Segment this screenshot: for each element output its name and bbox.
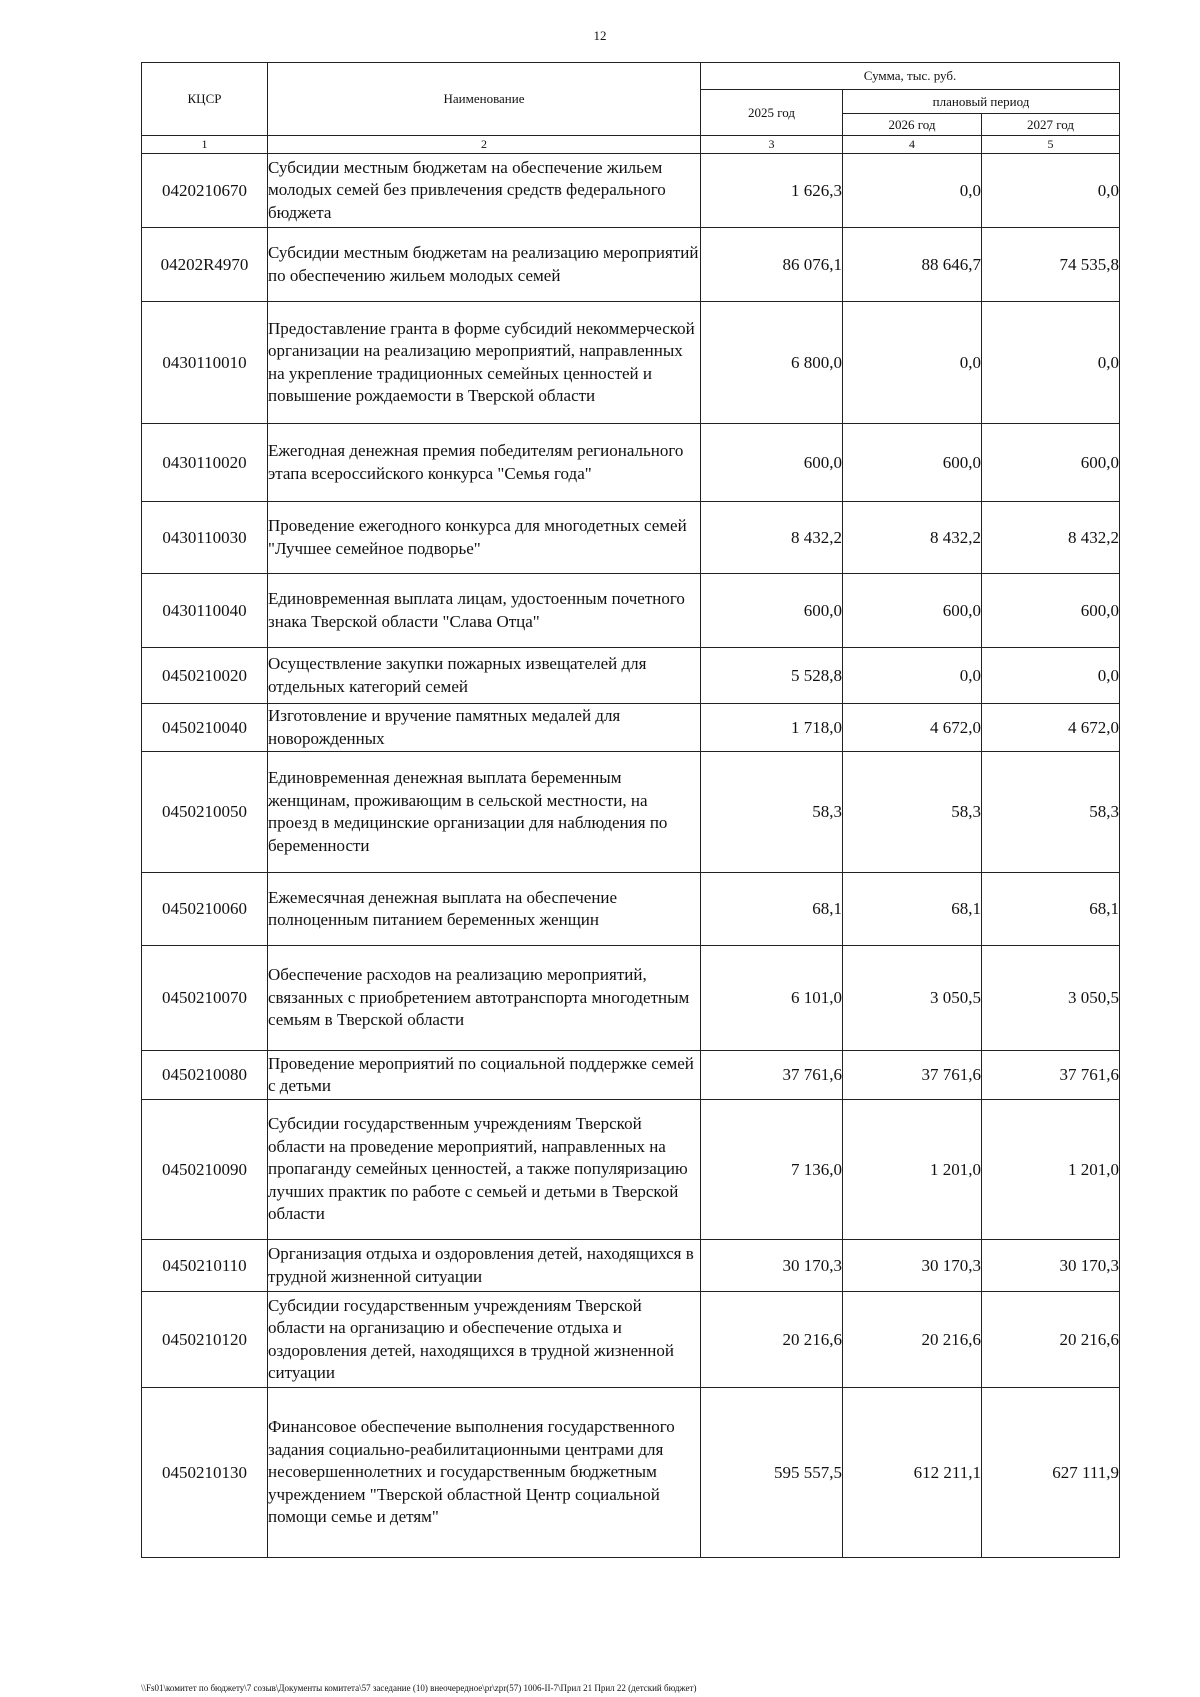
row-value-2025: 30 170,3 [701, 1240, 843, 1292]
row-value-2027: 0,0 [982, 302, 1120, 424]
column-number: 3 [701, 136, 843, 154]
column-number: 2 [268, 136, 701, 154]
row-code: 0420210670 [142, 154, 268, 228]
row-name: Ежемесячная денежная выплата на обеспечение полноценным питанием беременных женщин [268, 873, 701, 946]
row-name: Осуществление закупки пожарных извещателей для отдельных категорий семей [268, 648, 701, 704]
row-value-2025: 20 216,6 [701, 1292, 843, 1388]
row-code: 0450210090 [142, 1100, 268, 1240]
table-row [142, 502, 1120, 574]
row-value-2027: 600,0 [982, 574, 1120, 648]
row-name: Единовременная выплата лицам, удостоенным почетного знака Тверской области "Слава Отца" [268, 574, 701, 648]
table-row [142, 946, 1120, 1051]
column-number: 4 [843, 136, 982, 154]
row-value-2026: 1 201,0 [843, 1100, 982, 1240]
row-code: 0450210050 [142, 752, 268, 873]
row-name: Обеспечение расходов на реализацию мероприятий, связанных с приобретением автотранспорта многодетным семьям в Тверской области [268, 946, 701, 1051]
row-value-2025: 58,3 [701, 752, 843, 873]
table-body [142, 154, 1120, 1558]
row-value-2027: 0,0 [982, 648, 1120, 704]
header-kcsr: КЦСР [142, 63, 268, 136]
table-row [142, 1388, 1120, 1558]
table-row [142, 704, 1120, 752]
row-value-2025: 5 528,8 [701, 648, 843, 704]
row-value-2025: 1 626,3 [701, 154, 843, 228]
table-header [142, 63, 1120, 154]
row-value-2025: 68,1 [701, 873, 843, 946]
row-value-2025: 8 432,2 [701, 502, 843, 574]
table-row [142, 1292, 1120, 1388]
row-value-2025: 600,0 [701, 424, 843, 502]
row-code: 0430110010 [142, 302, 268, 424]
row-code: 0450210060 [142, 873, 268, 946]
header-year-2027: 2027 год [982, 114, 1120, 136]
table-row [142, 752, 1120, 873]
row-value-2027: 58,3 [982, 752, 1120, 873]
header-sum: Сумма, тыс. руб. [701, 63, 1120, 90]
row-value-2027: 0,0 [982, 154, 1120, 228]
column-number: 1 [142, 136, 268, 154]
row-value-2026: 600,0 [843, 574, 982, 648]
table-row [142, 1100, 1120, 1240]
row-code: 0450210120 [142, 1292, 268, 1388]
row-name: Субсидии государственным учреждениям Тверской области на проведение мероприятий, направленных на пропаганду семейных ценностей, а также популяризацию лучших практик по работе с семьей и детьми в Тверской области [268, 1100, 701, 1240]
page-number: 12 [593, 28, 607, 43]
row-code: 0450210020 [142, 648, 268, 704]
row-name: Субсидии местным бюджетам на обеспечение жильем молодых семей без привлечения средств федерального бюджета [268, 154, 701, 228]
row-code: 0450210130 [142, 1388, 268, 1558]
row-value-2027: 68,1 [982, 873, 1120, 946]
row-value-2027: 4 672,0 [982, 704, 1120, 752]
table-row [142, 873, 1120, 946]
row-name: Изготовление и вручение памятных медалей для новорожденных [268, 704, 701, 752]
row-code: 0450210070 [142, 946, 268, 1051]
row-name: Проведение ежегодного конкурса для многодетных семей "Лучшее семейное подворье" [268, 502, 701, 574]
row-value-2026: 30 170,3 [843, 1240, 982, 1292]
row-name: Субсидии местным бюджетам на реализацию мероприятий по обеспечению жильем молодых семей [268, 228, 701, 302]
row-value-2026: 8 432,2 [843, 502, 982, 574]
row-code: 0450210110 [142, 1240, 268, 1292]
table-row [142, 154, 1120, 228]
row-value-2027: 600,0 [982, 424, 1120, 502]
row-value-2026: 3 050,5 [843, 946, 982, 1051]
table-row [142, 228, 1120, 302]
row-value-2026: 58,3 [843, 752, 982, 873]
row-value-2026: 88 646,7 [843, 228, 982, 302]
row-value-2026: 0,0 [843, 154, 982, 228]
row-value-2027: 30 170,3 [982, 1240, 1120, 1292]
table-row [142, 1240, 1120, 1292]
row-code: 0450210080 [142, 1051, 268, 1100]
budget-table [141, 62, 1120, 1558]
row-value-2026: 612 211,1 [843, 1388, 982, 1558]
row-value-2027: 1 201,0 [982, 1100, 1120, 1240]
row-value-2025: 6 101,0 [701, 946, 843, 1051]
row-name: Ежегодная денежная премия победителям регионального этапа всероссийского конкурса "Семья года" [268, 424, 701, 502]
row-code: 04202R4970 [142, 228, 268, 302]
row-value-2025: 37 761,6 [701, 1051, 843, 1100]
row-value-2026: 20 216,6 [843, 1292, 982, 1388]
row-value-2027: 627 111,9 [982, 1388, 1120, 1558]
row-value-2025: 6 800,0 [701, 302, 843, 424]
row-value-2027: 74 535,8 [982, 228, 1120, 302]
row-value-2025: 595 557,5 [701, 1388, 843, 1558]
column-number: 5 [982, 136, 1120, 154]
table-row [142, 574, 1120, 648]
row-value-2025: 600,0 [701, 574, 843, 648]
row-value-2025: 7 136,0 [701, 1100, 843, 1240]
row-code: 0430110020 [142, 424, 268, 502]
row-name: Организация отдыха и оздоровления детей, находящихся в трудной жизненной ситуации [268, 1240, 701, 1292]
row-code: 0450210040 [142, 704, 268, 752]
table-row [142, 648, 1120, 704]
file-path-footer: \\Fs01\комитет по бюджету\7 созыв\Документы комитета\57 заседание (10) внеочередное\pr\zpr(57) 1006-II-7\Прил 21 Прил 22 (детский бюджет) [141, 1683, 697, 1693]
row-value-2025: 1 718,0 [701, 704, 843, 752]
header-year-2025: 2025 год [701, 90, 843, 136]
row-code: 0430110030 [142, 502, 268, 574]
row-value-2025: 86 076,1 [701, 228, 843, 302]
table-row [142, 302, 1120, 424]
row-value-2026: 68,1 [843, 873, 982, 946]
row-value-2027: 3 050,5 [982, 946, 1120, 1051]
row-name: Предоставление гранта в форме субсидий некоммерческой организации на реализацию мероприятий, направленных на укрепление традиционных семейных ценностей и повышение рождаемости в Тверской области [268, 302, 701, 424]
row-value-2026: 37 761,6 [843, 1051, 982, 1100]
header-planned-period: плановый период [843, 90, 1120, 114]
table-row [142, 424, 1120, 502]
row-value-2026: 0,0 [843, 302, 982, 424]
row-value-2027: 8 432,2 [982, 502, 1120, 574]
row-value-2026: 4 672,0 [843, 704, 982, 752]
row-code: 0430110040 [142, 574, 268, 648]
table-row [142, 1051, 1120, 1100]
row-name: Субсидии государственным учреждениям Тверской области на организацию и обеспечение отдыха и оздоровления детей, находящихся в трудной жизненной ситуации [268, 1292, 701, 1388]
header-year-2026: 2026 год [843, 114, 982, 136]
row-value-2026: 0,0 [843, 648, 982, 704]
row-name: Финансовое обеспечение выполнения государственного задания социально-реабилитационными центрами для несовершеннолетних и государственным бюджетным учреждением "Тверской областной Центр социальной помощи семье и детям" [268, 1388, 701, 1558]
row-name: Единовременная денежная выплата беременным женщинам, проживающим в сельской местности, на проезд в медицинские организации для наблюдения по беременности [268, 752, 701, 873]
header-name: Наименование [268, 63, 701, 136]
row-value-2027: 37 761,6 [982, 1051, 1120, 1100]
row-name: Проведение мероприятий по социальной поддержке семей с детьми [268, 1051, 701, 1100]
row-value-2027: 20 216,6 [982, 1292, 1120, 1388]
row-value-2026: 600,0 [843, 424, 982, 502]
